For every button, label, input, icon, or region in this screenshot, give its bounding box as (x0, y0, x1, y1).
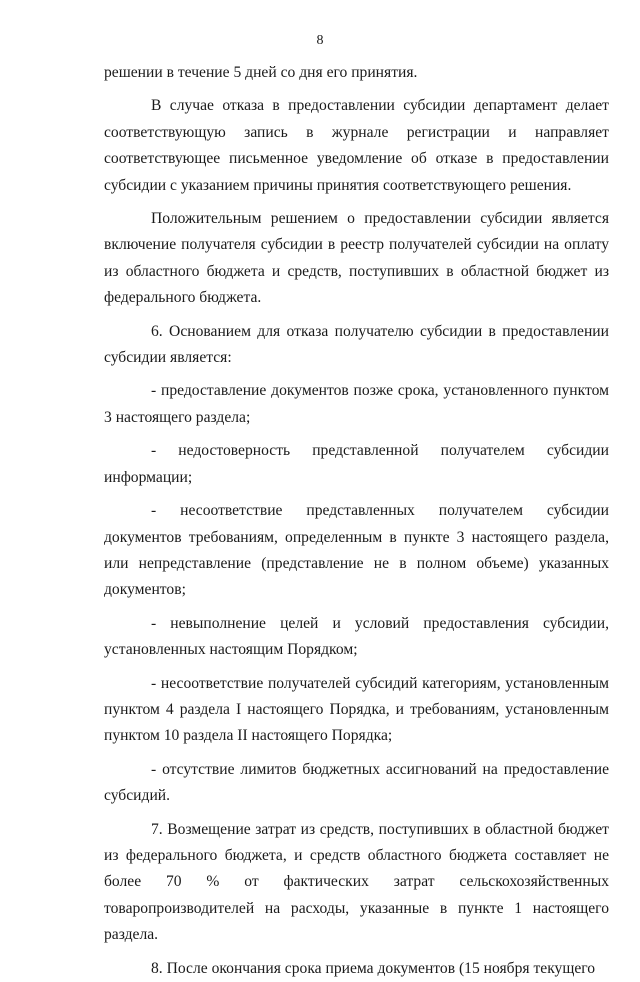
paragraph: В случае отказа в предоставлении субсидии департамент делает соответствующую запись в журнале регистрации и направляет соответствующее письменное уведомление об отказе в предоставлении субсидии с указанием причины принятия соответствующего решения. (104, 97, 609, 194)
paragraph: 6. Основанием для отказа получателю субсидии в предоставлении субсидии является: (104, 322, 609, 367)
list-item: - невыполнение целей и условий предоставления субсидии, установленных настоящим Порядком; (104, 614, 609, 659)
paragraph: 7. Возмещение затрат из средств, поступивших в областной бюджет из федерального бюджета, и средств областного бюджета составляет не более 70 % от фактических затрат сельскохозяйственных товаропроизводителей на расходы, указанные в пункте 1 настоящего раздела. (104, 820, 609, 944)
list-item: - отсутствие лимитов бюджетных ассигнований на предоставление субсидий. (104, 760, 609, 805)
paragraph: решении в течение 5 дней со дня его принятия. (104, 64, 418, 81)
paragraph: Положительным решением о предоставлении субсидии является включение получателя субсидии в реестр получателей субсидии на оплату из областного бюджета и средств, поступивших в областной бюджет из федерального бюджета. (104, 210, 609, 307)
list-item: - несоответствие получателей субсидий категориям, установленным пунктом 4 раздела I настоящего Порядка, и требованиям, установленным пунктом 10 раздела II настоящего Порядка; (104, 674, 609, 745)
list-item: - недостоверность представленной получателем субсидии информации; (104, 442, 609, 486)
paragraph: 8. После окончания срока приема документов (15 ноября текущего (151, 959, 596, 977)
document-body (104, 60, 609, 982)
list-item: - предоставление документов позже срока, установленного пунктом 3 настоящего раздела; (104, 382, 609, 426)
page-number: 8 (316, 33, 324, 48)
list-item: - несоответствие представленных получателем субсидии документов требованиям, определенным в пункте 3 настоящего раздела, или непредставление (представление не в полном объеме) указанных документов; (104, 502, 609, 599)
